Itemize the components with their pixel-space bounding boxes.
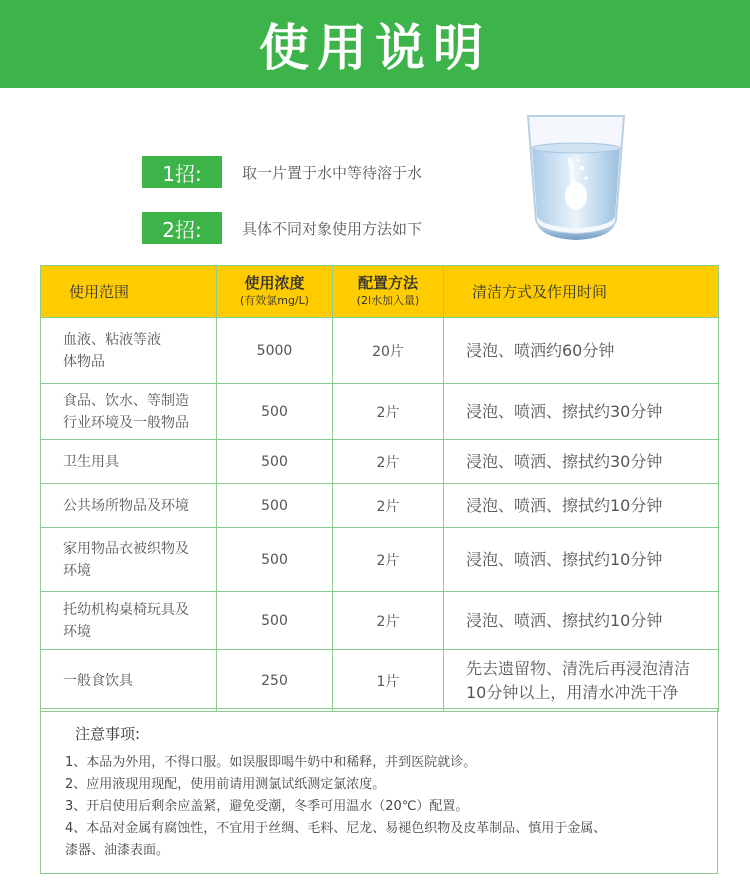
table-row [41,592,719,650]
note-item: 2、应用液现用现配，使用前请用测氯试纸测定氯浓度。 [65,777,386,792]
note-item: 1、本品为外用，不得口服。如误服即喝牛奶中和稀释，并到医院就诊。 [65,755,477,770]
cell-scope: 食品、饮水、等制造 行业环境及一般物品 [41,384,217,440]
header-preparation-label: 配置方法 [357,273,418,292]
page-title: 使用说明 [259,19,491,77]
cell-scope: 血液、粘液等液 体物品 [41,318,217,384]
cell-scope: 一般食饮具 [41,650,217,712]
step-1-badge: 1招: [142,156,222,188]
notes-box [40,708,718,874]
title-banner [0,0,750,88]
cell-preparation: 2片 [333,528,444,592]
table-row [41,384,719,440]
note-item: 4、本品对金属有腐蚀性，不宜用于丝绸、毛料、尼龙、易褪色织物及皮革制品、慎用于金属、 漆器、油漆表面。 [65,821,607,858]
cell-method: 浸泡、喷洒、擦拭约10分钟 [444,484,719,528]
cell-concentration: 500 [217,528,333,592]
step-1-text: 取一片置于水中等待溶于水 [242,163,423,182]
cell-scope: 托幼机构桌椅玩具及 环境 [41,592,217,650]
cell-concentration: 500 [217,484,333,528]
note-item: 3、开启使用后剩余应盖紧，避免受潮，冬季可用温水（20℃）配置。 [65,799,469,814]
cell-concentration: 500 [217,592,333,650]
cell-scope: 公共场所物品及环境 [41,484,217,528]
step-2-text: 具体不同对象使用方法如下 [242,219,423,238]
cell-method: 浸泡、喷洒、擦拭约10分钟 [444,528,719,592]
table-row [41,528,719,592]
table-row [41,440,719,484]
cell-preparation: 2片 [333,484,444,528]
header-preparation [333,266,444,318]
cell-preparation: 1片 [333,650,444,712]
header-concentration-label: 使用浓度 [244,273,305,292]
header-concentration-sub: (有效氯mg/L) [239,293,310,307]
table-row [41,650,719,712]
header-concentration [217,266,333,318]
header-scope: 使用范围 [41,266,217,318]
cell-concentration: 250 [217,650,333,712]
header-method: 清洁方式及作用时间 [444,266,719,318]
cell-preparation: 20片 [333,318,444,384]
cell-preparation: 2片 [333,440,444,484]
step-2 [142,212,422,244]
step-2-badge: 2招: [142,212,222,244]
cell-preparation: 2片 [333,592,444,650]
cell-concentration: 500 [217,440,333,484]
cell-method: 浸泡、喷洒约60分钟 [444,318,719,384]
usage-table [40,265,719,712]
cell-scope: 家用物品衣被织物及 环境 [41,528,217,592]
table-row [41,484,719,528]
cell-scope: 卫生用具 [41,440,217,484]
cell-method: 浸泡、喷洒、擦拭约30分钟 [444,440,719,484]
cell-concentration: 500 [217,384,333,440]
cell-concentration: 5000 [217,318,333,384]
cell-method: 浸泡、喷洒、擦拭约30分钟 [444,384,719,440]
notes-title: 注意事项: [75,725,141,743]
step-1 [142,156,422,188]
header-preparation-sub: (2l水加入量) [356,293,420,307]
water-glass-icon [520,108,632,246]
cell-method: 先去遗留物、清洗后再浸泡清洁 10分钟以上，用清水冲洗干净 [444,650,719,712]
table-header-row [41,266,719,318]
table-row [41,318,719,384]
cell-preparation: 2片 [333,384,444,440]
cell-method: 浸泡、喷洒、擦拭约10分钟 [444,592,719,650]
